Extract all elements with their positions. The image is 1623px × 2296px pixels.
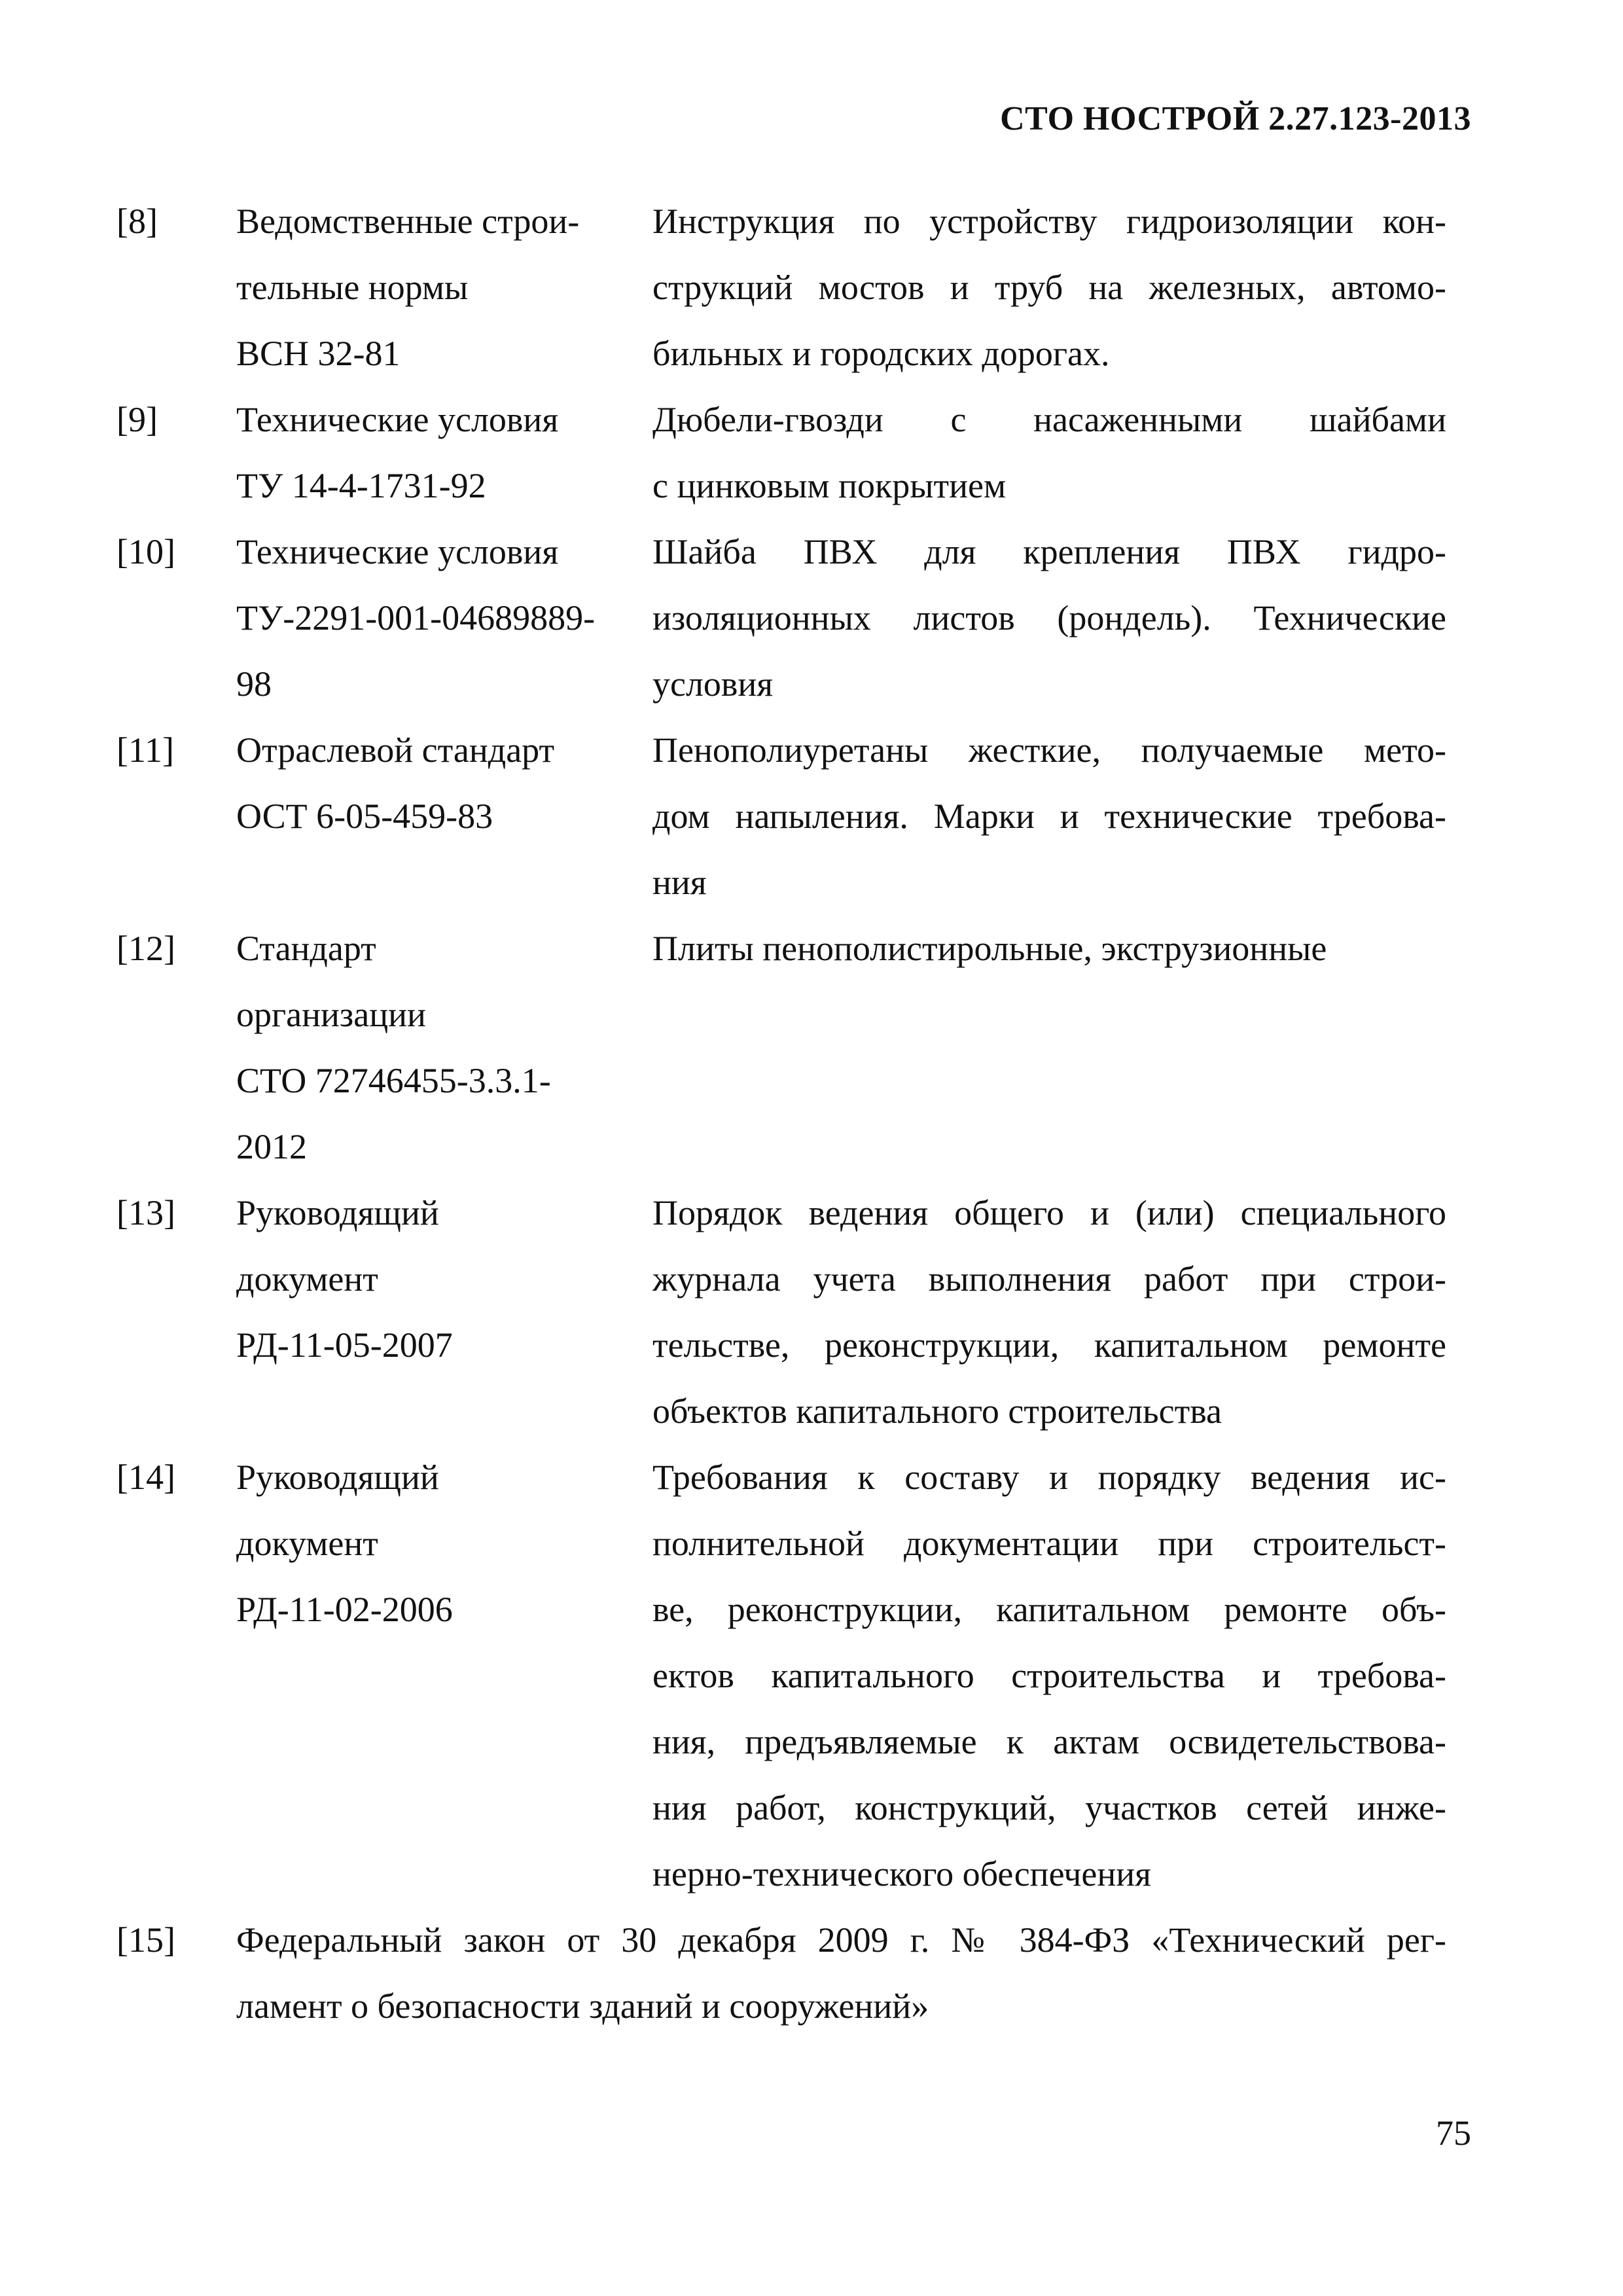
reference-item	[116, 916, 1446, 1180]
reference-source-line: ТУ 14-4-1731-92	[236, 466, 486, 505]
reference-item	[116, 387, 1446, 519]
reference-source	[236, 1180, 652, 1444]
reference-number: [11]	[116, 730, 174, 770]
reference-source	[236, 188, 652, 387]
reference-source-line: 98	[236, 664, 272, 704]
reference-title-line: нерно-технического обеспечения	[652, 1854, 1151, 1893]
reference-text-line: Федеральный закон от 30 декабря 2009 г. № 384-ФЗ «Технический рег-	[236, 1920, 1446, 1960]
reference-source-line: ТУ-2291-001-04689889-	[236, 598, 596, 637]
reference-source-line: тельные нормы	[236, 268, 469, 307]
reference-source	[236, 717, 652, 916]
reference-title-line: Инструкция по устройству гидроизоляции кон-	[652, 202, 1446, 241]
reference-title-line: Порядок ведения общего и (или) специального	[652, 1193, 1446, 1232]
reference-number: [10]	[116, 532, 175, 571]
reference-title	[652, 717, 1446, 916]
reference-text-line: ламент о безопасности зданий и сооружений»	[236, 1986, 929, 2026]
reference-item	[116, 1907, 1446, 2039]
reference-number: [14]	[116, 1458, 175, 1497]
reference-source-line: организации	[236, 995, 426, 1034]
reference-title-line: Дюбели-гвозди с насаженными шайбами	[652, 400, 1446, 439]
reference-source-line: Руководящий	[236, 1458, 439, 1497]
document-header: СТО НОСТРОЙ 2.27.123-2013	[1000, 100, 1471, 137]
reference-number: [13]	[116, 1193, 175, 1232]
reference-item	[116, 188, 1446, 387]
reference-source-line: Ведомственные строи-	[236, 202, 580, 241]
reference-item	[116, 519, 1446, 717]
reference-source-line: РД-11-05-2007	[236, 1325, 453, 1365]
reference-title-line: Шайба ПВХ для крепления ПВХ гидро-	[652, 532, 1446, 571]
reference-source	[236, 387, 652, 519]
reference-source-line: 2012	[236, 1127, 307, 1166]
reference-title-line: журнала учета выполнения работ при строи-	[652, 1259, 1446, 1299]
reference-title-line: Требования к составу и порядку ведения ис-	[652, 1458, 1446, 1497]
reference-number: [12]	[116, 929, 175, 968]
page-number: 75	[1436, 2113, 1471, 2153]
reference-source-line: документ	[236, 1524, 378, 1563]
reference-title-line: ве, реконструкции, капитальном ремонте объ-	[652, 1590, 1446, 1629]
reference-title-line: ния работ, конструкций, участков сетей инже-	[652, 1788, 1446, 1827]
reference-number: [9]	[116, 400, 158, 439]
reference-source	[236, 1444, 652, 1907]
reference-source-line: ВСН 32-81	[236, 334, 401, 373]
reference-title-line: Пенополиуретаны жесткие, получаемые мето-	[652, 730, 1446, 770]
reference-list	[116, 188, 1446, 2039]
reference-title-line: условия	[652, 664, 774, 704]
reference-title	[652, 387, 1446, 519]
reference-source-line: Технические условия	[236, 532, 559, 571]
reference-title-line: изоляционных листов (рондель). Технические	[652, 598, 1446, 637]
reference-source-line: Руководящий	[236, 1193, 439, 1232]
reference-item	[116, 1180, 1446, 1444]
reference-source-line: СТО 72746455-3.3.1-	[236, 1061, 551, 1100]
reference-title-line: тельстве, реконструкции, капитальном ремонте	[652, 1325, 1446, 1365]
reference-source	[236, 519, 652, 717]
reference-title-line: полнительной документации при строительст-	[652, 1524, 1446, 1563]
reference-title-line: дом напыления. Марки и технические требова-	[652, 797, 1446, 836]
reference-title-line: струкций мостов и труб на железных, автомо-	[652, 268, 1446, 307]
reference-number: [8]	[116, 202, 158, 241]
reference-title	[652, 188, 1446, 387]
reference-title	[652, 1444, 1446, 1907]
reference-title-line: Плиты пенополистирольные, экструзионные	[652, 929, 1327, 968]
reference-title-line: с цинковым покрытием	[652, 466, 1007, 505]
reference-title	[652, 519, 1446, 717]
reference-number: [15]	[116, 1920, 175, 1960]
reference-source-line: Отраслевой стандарт	[236, 730, 555, 770]
reference-source-line: документ	[236, 1259, 378, 1299]
reference-title-line: ния, предъявляемые к актам освидетельствова-	[652, 1722, 1446, 1761]
reference-title-line: объектов капитального строительства	[652, 1391, 1222, 1431]
reference-source	[236, 916, 652, 1180]
reference-title-line: ния	[652, 863, 707, 902]
reference-source-line: Стандарт	[236, 929, 376, 968]
reference-title	[652, 1180, 1446, 1444]
reference-text	[236, 1907, 1446, 2039]
reference-item	[116, 1444, 1446, 1907]
reference-source-line: ОСТ 6-05-459-83	[236, 797, 493, 836]
reference-title	[652, 916, 1446, 1180]
reference-title-line: бильных и городских дорогах.	[652, 334, 1110, 373]
reference-source-line: Технические условия	[236, 400, 559, 439]
reference-title-line: ектов капитального строительства и требова-	[652, 1656, 1446, 1695]
reference-item	[116, 717, 1446, 916]
reference-source-line: РД-11-02-2006	[236, 1590, 453, 1629]
